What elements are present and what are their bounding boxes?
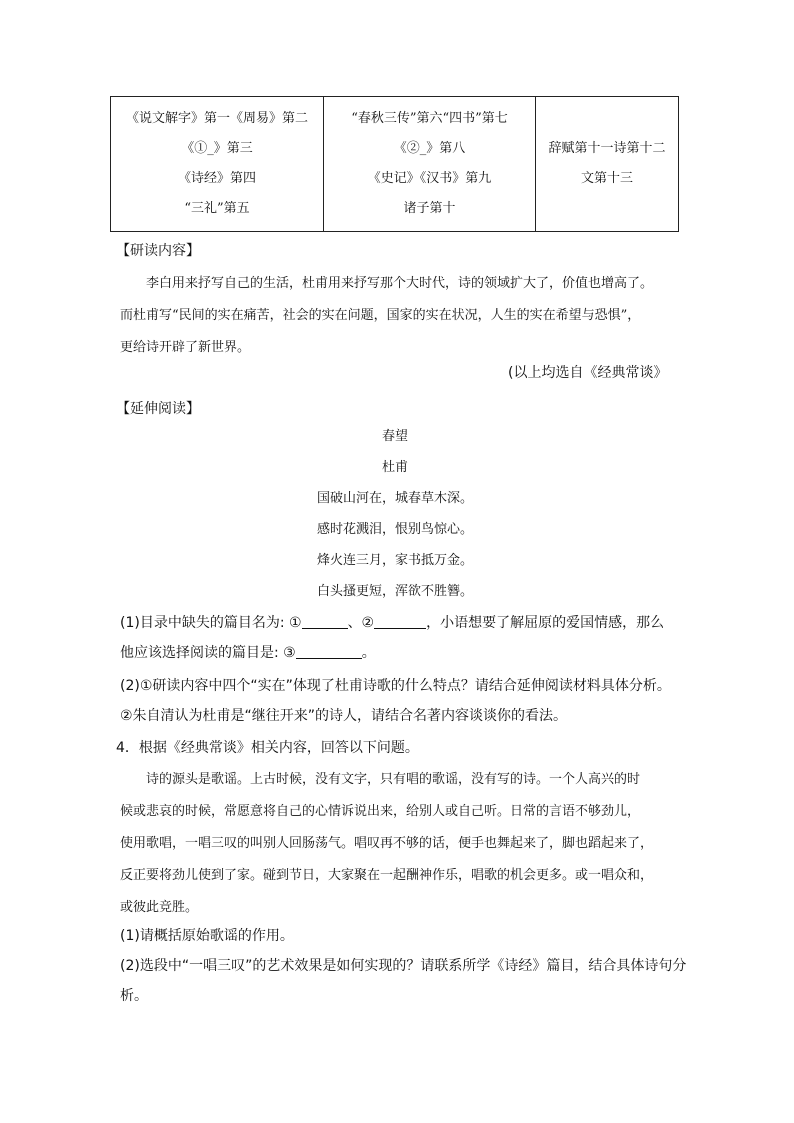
question-4-subquestions (120, 921, 687, 1011)
contents-entry: “三礼”第五 (184, 201, 250, 216)
question-4-passage (120, 764, 680, 924)
subquestion-1: (1)请概括原始歌谣的作用。 (120, 928, 294, 944)
poem-line: 烽火连三月，家书抵万金。 (316, 553, 473, 568)
poem-line: 感时花溅泪，恨别鸟惊心。 (316, 522, 473, 537)
question-1-text: 。 (361, 645, 376, 661)
contents-cell-1 (111, 97, 324, 232)
question-1-separator: 、② (347, 615, 375, 631)
question-1-text: (1)目录中缺失的篇目名为: ① (120, 615, 302, 631)
contents-table (110, 96, 679, 232)
question-4-title-text: 4．根据《经典常谈》相关内容，回答以下问题。 (116, 740, 419, 756)
contents-entry: 《说文解字》第一《周易》第二 (125, 111, 308, 126)
question-1-text: 他应该选择阅读的篇目是: ③ (120, 645, 296, 661)
contents-entry: 《史记》《汉书》第九 (367, 171, 492, 186)
study-line: 而杜甫写“民间的实在痛苦，社会的实在问题，国家的实在状况，人生的实在希望与恐惧”， (120, 308, 641, 323)
poem-line: 白头搔更短，浑欲不胜簪。 (316, 584, 473, 599)
poem-title: 春望 (381, 429, 408, 444)
question-1-text: ，小语想要了解屈原的爱国情感，那么 (426, 615, 665, 631)
extended-heading: 【延伸阅读】 (116, 401, 200, 417)
answer-blank-3[interactable] (296, 644, 362, 659)
passage-line: 诗的源头是歌谣。上古时候，没有文字，只有唱的歌谣，没有写的诗。一个人高兴的时 (146, 772, 641, 787)
passage-line: 使用歌唱，一唱三叹的叫别人回肠荡气。唱叹再不够的话，便手也舞起来了，脚也蹈起来了， (120, 836, 654, 851)
contents-entry: 《②_》第八 (393, 141, 466, 156)
study-heading: 【研读内容】 (116, 243, 200, 259)
answer-blank-2[interactable] (374, 614, 426, 629)
answer-blank-1[interactable] (302, 614, 348, 629)
contents-entry: “春秋三传”第六“四书”第七 (351, 111, 508, 126)
passage-line: 候或悲哀的时候，常愿意将自己的心情诉说出来，给别人或自己听。日常的言语不够劲儿， (120, 804, 641, 819)
poem-line: 国破山河在，城春草木深。 (316, 491, 473, 506)
question-2 (120, 671, 680, 731)
study-line: 更给诗开辟了新世界。 (120, 340, 251, 355)
contents-entry: 文第十三 (580, 171, 633, 186)
source-note: (以上均选自《经典常谈》 (508, 365, 668, 381)
contents-entry: 诸子第十 (403, 201, 456, 216)
study-line: 李白用来抒写自己的生活，杜甫用来抒写那个大时代，诗的领域扩大了，价值也增高了。 (146, 276, 654, 291)
poem (250, 421, 540, 607)
question-2-part-1: (2)①研读内容中四个“实在”体现了杜甫诗歌的什么特点？请结合延伸阅读材料具体分析。 (120, 678, 671, 694)
subquestion-2: (2)选段中“一唱三叹”的艺术效果是如何实现的？请联系所学《诗经》篇目，结合具体诗句分 (120, 958, 687, 974)
passage-line: 反正要将劲儿使到了家。碰到节日，大家聚在一起酬神作乐，唱歌的机会更多。或一唱众和， (120, 868, 654, 883)
contents-entry: 《诗经》第四 (177, 171, 256, 186)
contents-entry: 辞赋第十一诗第十二 (548, 141, 666, 156)
poem-author: 杜甫 (381, 460, 408, 475)
contents-cell-2 (324, 97, 536, 232)
contents-cell-3 (536, 97, 679, 232)
subquestion-2-continued: 析。 (120, 988, 148, 1004)
question-4-title (116, 733, 676, 763)
passage-line: 或彼此竞胜。 (120, 900, 199, 915)
contents-entry: 《①_》第三 (181, 141, 253, 156)
study-paragraph (120, 268, 680, 364)
question-2-part-2: ②朱自清认为杜甫是“继往开来”的诗人，请结合名著内容谈谈你的看法。 (120, 708, 568, 724)
question-1 (120, 608, 680, 668)
